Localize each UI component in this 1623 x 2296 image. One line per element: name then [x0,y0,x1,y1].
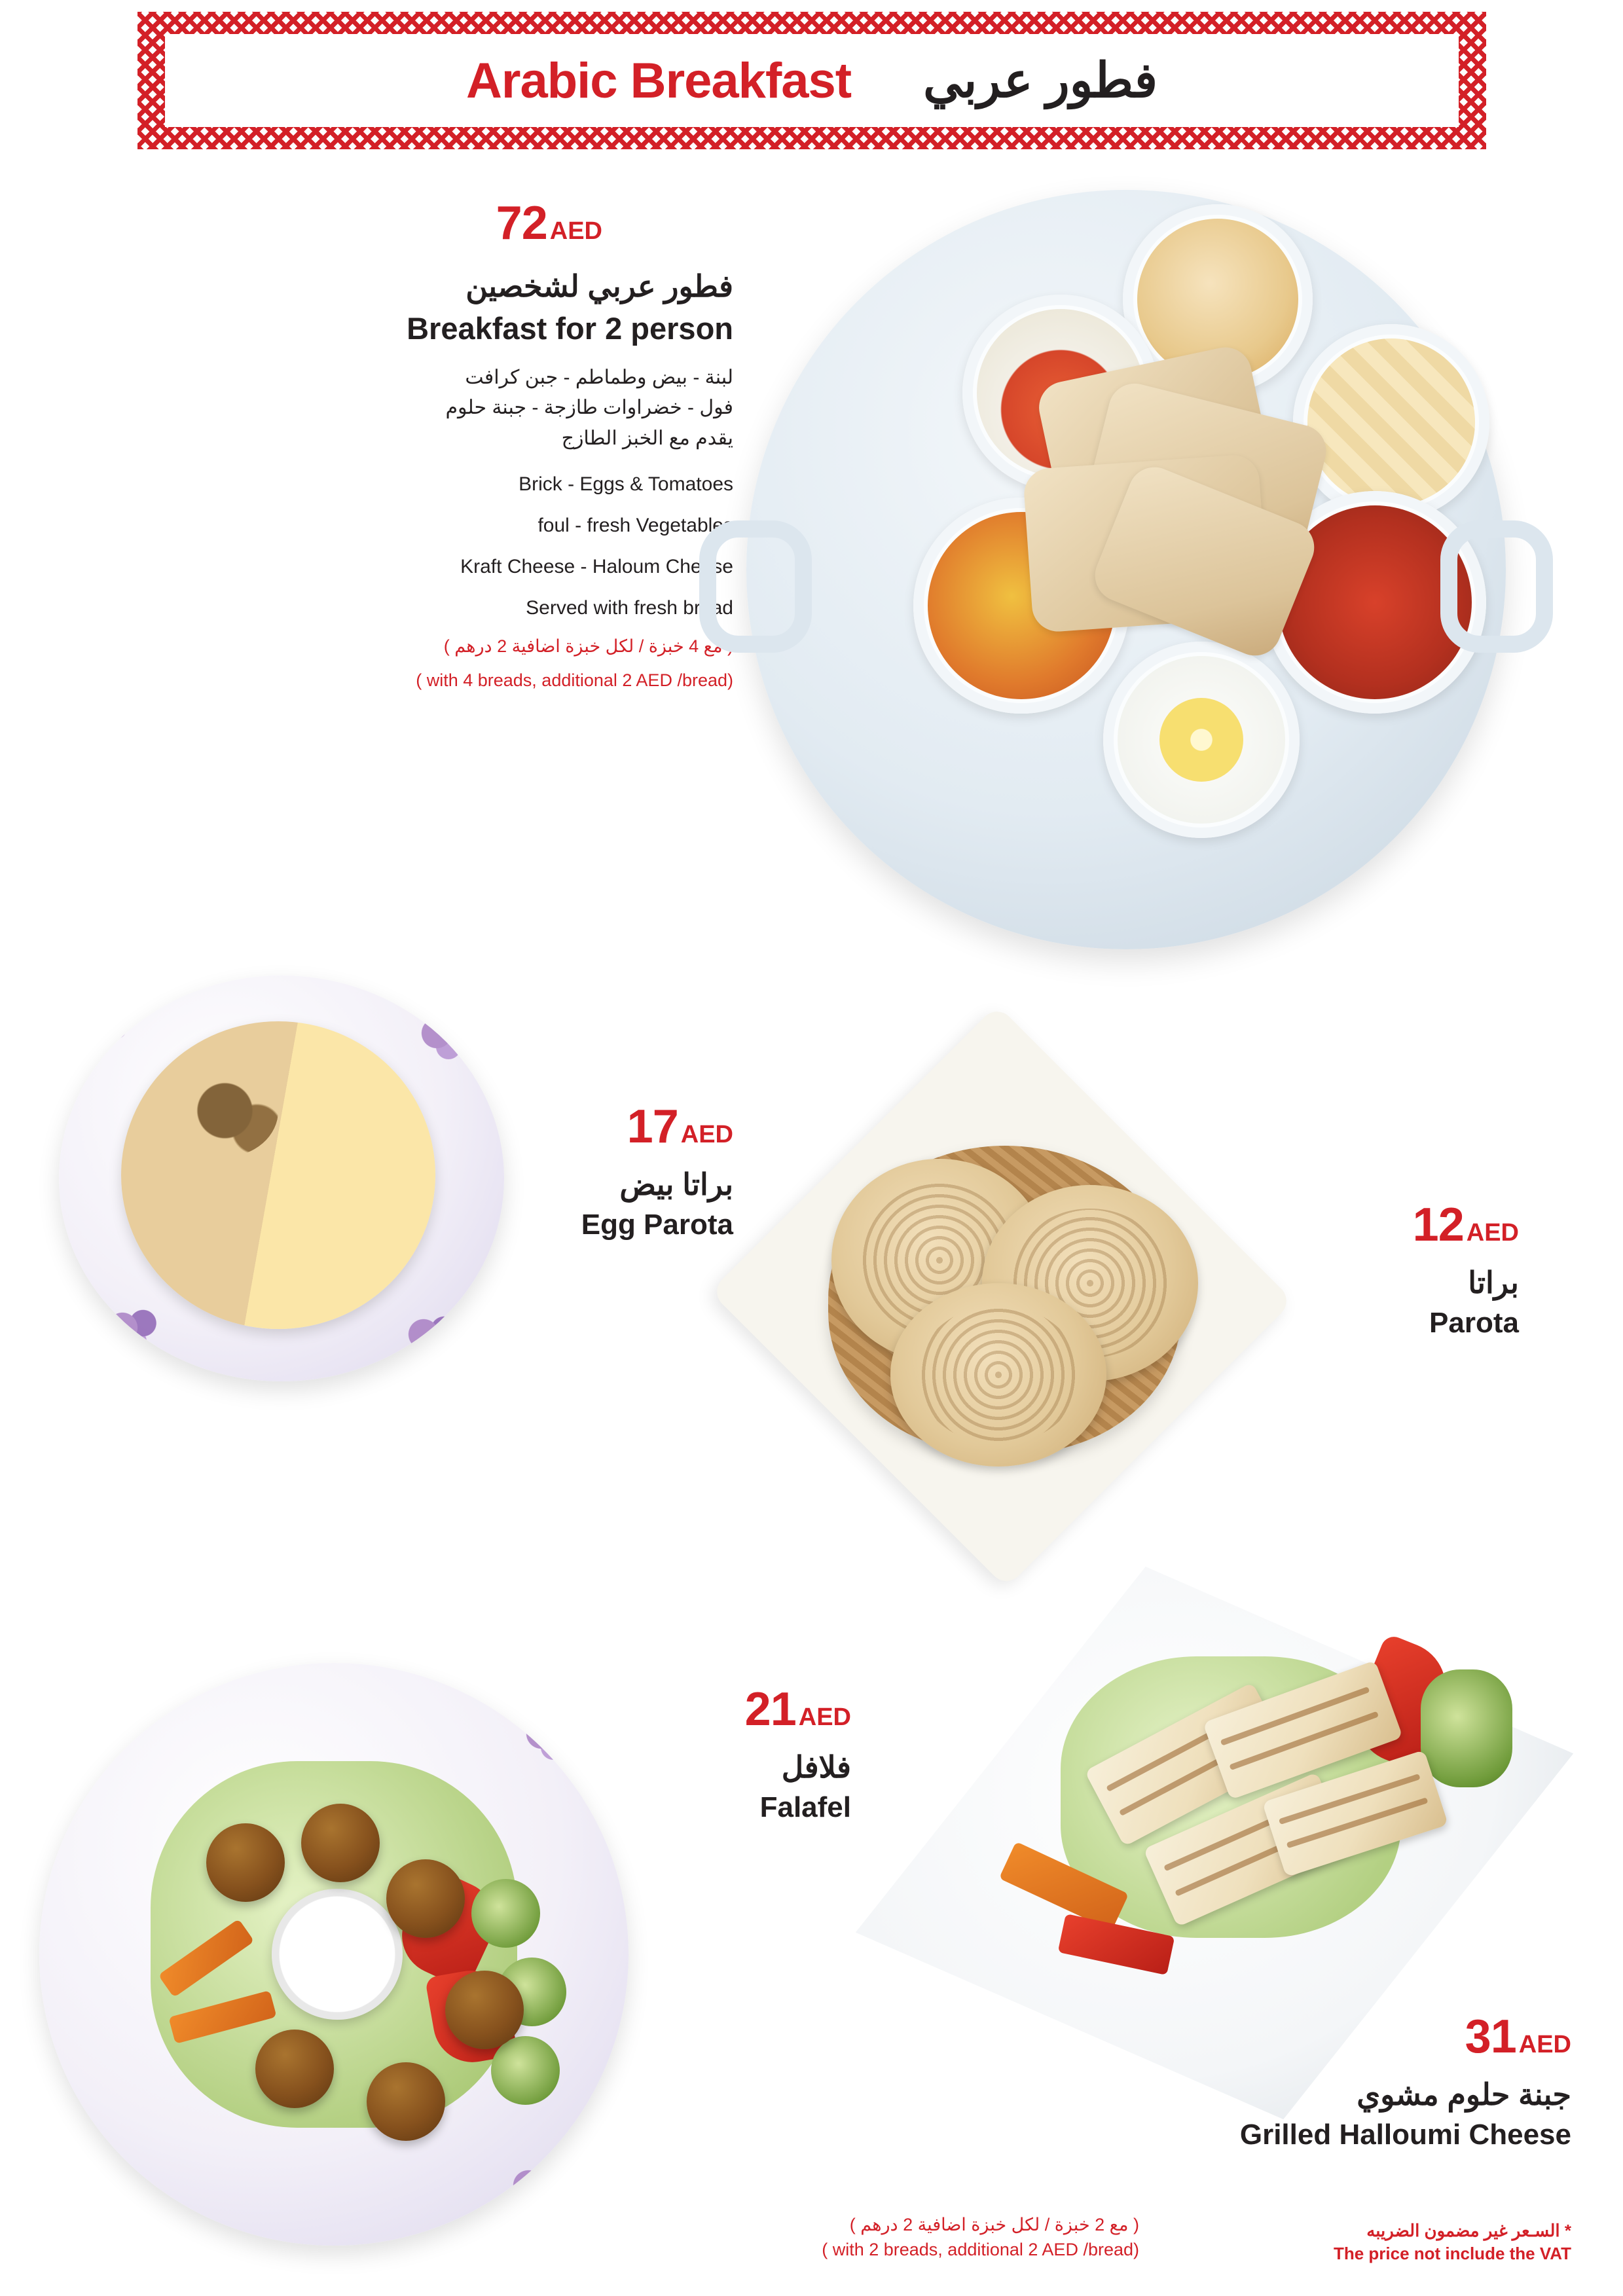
description-line-en: Kraft Cheese - Haloum Cheese [460,556,733,578]
price-grilled-halloumi [1465,2010,1571,2064]
photo-egg-parota [59,975,504,1381]
floral-decoration [79,1696,137,1741]
menu-item-egg-parota [452,1100,733,1243]
floral-round-plate [59,975,504,1381]
falafel-ball [445,1971,524,2049]
falafel-ball [367,2062,445,2141]
platter-tray [746,190,1506,949]
item-description-ar [164,363,733,454]
price-value: 21 [744,1683,796,1736]
cucumber-slice [491,2036,560,2105]
price-value: 12 [1412,1199,1464,1251]
item-name-ar: فلافل [781,1750,851,1784]
description-line-en: Served with fresh bread [526,597,733,619]
floral-decoration [72,2154,131,2200]
falafel-bread-note [406,2213,1139,2263]
floral-decoration [406,1316,465,1362]
description-line-ar: يقدم مع الخبز الطازج [561,427,733,449]
egg-parota-food [121,1021,435,1329]
price-currency: AED [1518,2031,1571,2058]
header-title-bar [165,34,1459,127]
floral-round-plate [39,1663,629,2246]
floral-decoration [105,1309,164,1355]
bread-note-en: ( with 2 breads, additional 2 AED /bread) [822,2239,1139,2259]
price-value: 17 [627,1101,678,1153]
page-title-en: Arabic Breakfast [466,52,852,109]
item-name-en: Falafel [759,1791,851,1823]
vat-disclaimer-en: The price not include the VAT [1333,2244,1571,2264]
description-line-en: foul - fresh Vegetables [538,515,733,537]
fresh-bread-stack [1021,363,1329,645]
page-header [137,12,1486,149]
floral-decoration [511,2167,570,2213]
item-name-ar: جبنة حلوم مشوي [1357,2077,1571,2111]
price-parota [1413,1198,1519,1252]
price-currency: AED [1466,1219,1519,1247]
bread-note-ar: ( مع 4 خبزة / لكل خبزة اضافية 2 درهم ) [443,636,733,657]
parota-piece [890,1283,1106,1467]
item-name-ar: براتا [1468,1266,1519,1300]
photo-parota [753,1067,1277,1519]
price-falafel [745,1683,851,1736]
item-name-en: Breakfast for 2 person [407,310,733,346]
menu-item-breakfast-for-2 [164,196,733,693]
photo-breakfast-platter [714,164,1552,995]
price-breakfast-for-2 [496,196,602,250]
vat-disclaimer [1113,2219,1571,2265]
lemon-slice [1159,698,1243,782]
tahini-dip-cup [272,1889,403,2020]
bread-note-en: ( with 4 breads, additional 2 AED /bread) [416,670,733,690]
price-value: 31 [1465,2011,1516,2063]
floral-decoration [85,995,144,1041]
description-line-ar: فول - خضراوات طازجة - جبنة حلوم [445,397,733,419]
menu-item-grilled-halloumi-cheese [1113,2010,1571,2153]
price-egg-parota [627,1100,733,1154]
menu-item-falafel [576,1683,851,1825]
floral-decoration [524,1715,583,1761]
falafel-ball [255,2030,334,2108]
bowl-labneh-lemon [1103,642,1300,838]
cucumber-slice [471,1879,540,1948]
falafel-ball [386,1859,465,1938]
item-description-en [164,469,733,623]
price-currency: AED [680,1121,733,1148]
item-name-en: Parota [1429,1306,1519,1339]
vat-disclaimer-ar: * السـعر غير مضمون الضريبه [1366,2221,1571,2240]
photo-falafel [39,1663,629,2246]
description-line-ar: لبنة - بيض وطماطم - جبن كرافت [465,366,733,388]
description-line-en: Brick - Eggs & Tomatoes [519,473,733,496]
menu-item-parota [1231,1198,1519,1341]
item-name-en: Grilled Halloumi Cheese [1239,2118,1571,2151]
item-name-en: Egg Parota [581,1208,733,1241]
item-name-ar: فطور عربي لشخصين [465,269,733,303]
bread-note-ar: ( مع 2 خبزة / لكل خبزة اضافية 2 درهم ) [849,2215,1139,2234]
item-name-ar: براتا بيض [619,1167,733,1201]
price-currency: AED [798,1704,851,1731]
cucumber-slice [1421,1669,1512,1787]
page-title-ar: فطور عربي [923,53,1158,107]
price-currency: AED [549,217,602,245]
falafel-ball [206,1823,285,1902]
floral-decoration [419,1015,478,1061]
price-value: 72 [496,197,547,249]
falafel-ball [301,1804,380,1882]
